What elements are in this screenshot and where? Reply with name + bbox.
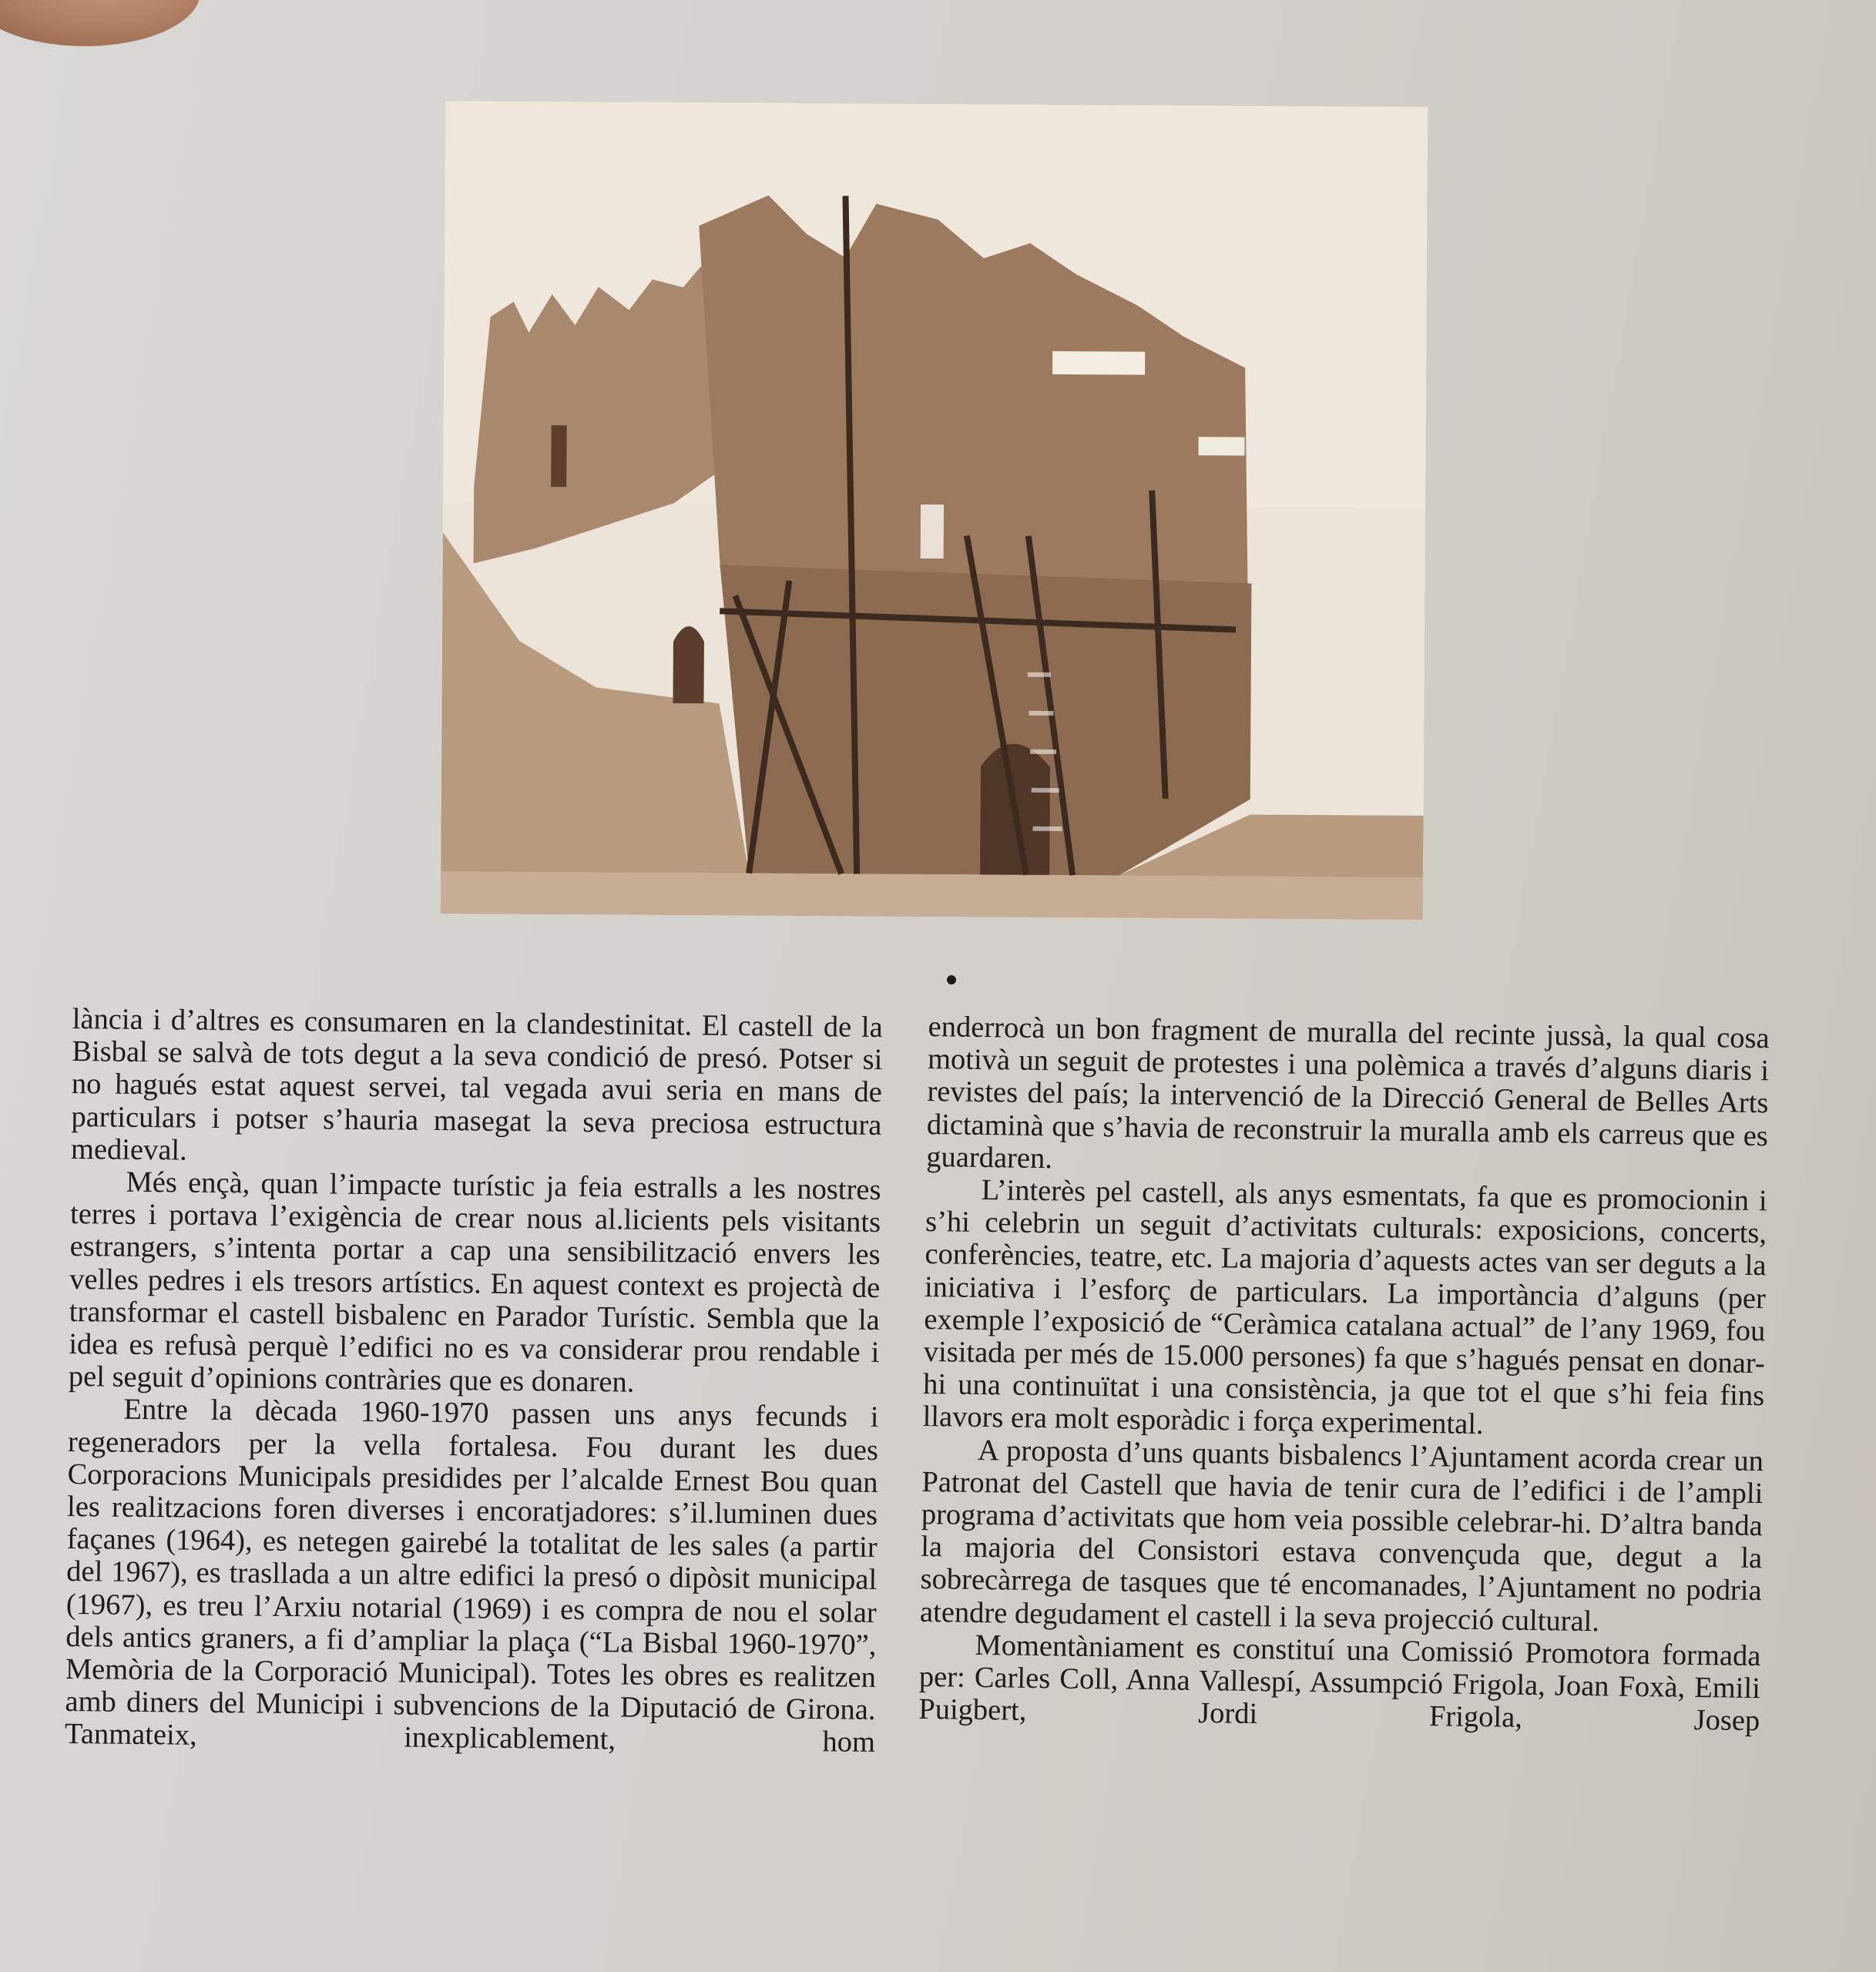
paragraph: enderrocà un bon fragment de muralla del recinte jussà, la qual cosa motivà un seguit de protestes i una polèmica a través d’alguns diaris i revistes del país; la intervenció de la Direcció General de Belles Arts dictaminà que s’havia de reconstruir la muralla amb els carreus que es guardaren.	[926, 1011, 1770, 1175]
separator-dot	[947, 975, 956, 984]
paragraph: L’interès pel castell, als anys esmentats, fa que es promocionin i s’hi celebrin un seguit d’activitats culturals: exposicions, concerts, conferències, teatre, etc. La majoria d’aquests actes van ser deguts a la iniciativa i l’esforç de particulars. La importància d’alguns (per exemple l’exposició de “Ceràmica catalana actual” de l’any 1969, fou visitada per més de 15.000 persones) fa que s’hagués pensat en donar-hi una continuïtat i una consistència, ja que tot el que s’hi feia fins llavors era molt esporàdic i força experimental.	[922, 1174, 1767, 1441]
castle-photo-drawing	[441, 101, 1428, 920]
text-column-left	[65, 1003, 883, 1759]
paragraph: A proposta d’uns quants bisbalencs l’Ajuntament acorda crear un Patronat del Castell que havia de tenir cura de l’edifici i de l’ampli programa d’activitats que hom veia possible celebrar-hi. D’altra banda la majoria del Consistori estava convençuda que, degut a la sobrecàrrega de tasques que té encomanades, l’Ajuntament no podria atendre degudament el castell i la seva projecció cultural.	[919, 1434, 1764, 1638]
paragraph: Més ençà, quan l’impacte turístic ja feia estralls a les nostres terres i portava l’exigència de crear nous al.licients pels visitants estrangers, s’intenta portar a cap una sensibilització envers les velles pedres i els tresors artístics. En aquest context es projectà de transformar el castell bisbalenc en Parador Turístic. Sembla que la idea es refusà perquè l’edifici no es va considerar prou rendable i pel seguit d’opinions contràries que es donaren.	[68, 1165, 881, 1399]
paragraph: lància i d’altres es consumaren en la clandestinitat. El castell de la Bisbal se salvà de tots degut a la seva condició de presó. Potser si no hagués estat aquest servei, tal vegada avui seria en mans de particulars i potser s’hauria masegat la seva preciosa estructura medieval.	[70, 1003, 883, 1167]
paragraph: Entre la dècada 1960-1970 passen uns anys fecunds i regeneradors per la vella fortalesa. Fou durant les dues Corporacions Municipals presidides per l’alcalde Ernest Bou quan les realitzacions foren diverses i encoratjadores: s’il.luminen dues façanes (1964), es netegen gairebé la totalitat de les sales (a partir del 1967), es trasllada a un altre edifici la presó o dipòsit municipal (1967), es treu l’Arxiu notarial (1969) i es compra de nou el solar dels antics graners, a fi d’ampliar la plaça (“La Bisbal 1960-1970”, Memòria de la Corporació Municipal). Totes les obres es realitzen amb diners del Municipi i subvencions de la Diputació de Girona. Tanmateix, inexplicablement, hom	[64, 1393, 879, 1759]
paragraph: Momentàniament es constituí una Comissió Promotora formada per: Carles Coll, Anna Vallespí, Assumpció Frigola, Joan Foxà, Emili Puigbert, Jordi Frigola, Josep	[918, 1628, 1761, 1738]
thumb-edge	[0, 0, 200, 46]
text-column-right	[918, 1011, 1770, 1738]
castle-scaffolding-photo	[441, 101, 1428, 920]
